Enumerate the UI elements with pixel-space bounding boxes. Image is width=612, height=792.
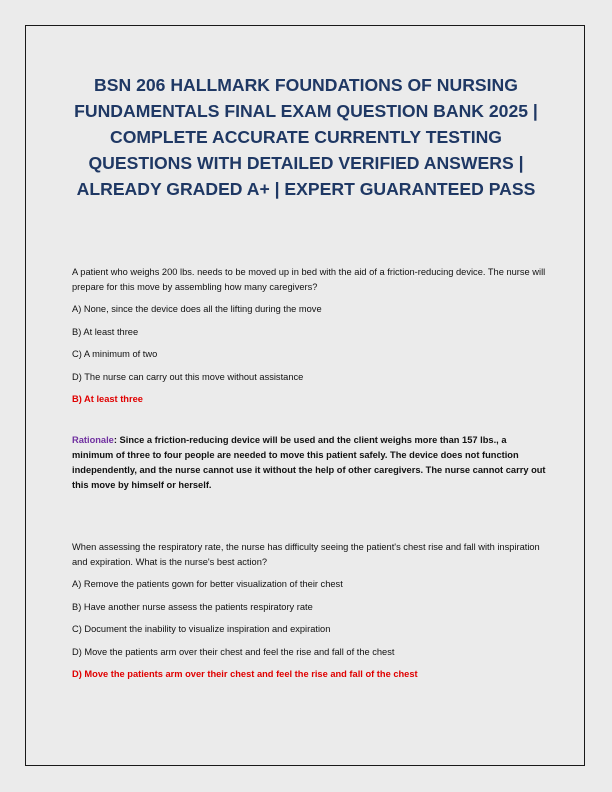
question-content	[72, 265, 547, 682]
question-2-text: When assessing the respiratory rate, the nurse has difficulty seeing the patient's chest rise and fall with inspiration and expiration. What is the nurse's best action?	[72, 542, 540, 567]
question-1-text: A patient who weighs 200 lbs. needs to be moved up in bed with the aid of a friction-reducing device. The nurse will prepare for this move by assembling how many caregivers?	[72, 267, 546, 292]
question-1-option-c: C) A minimum of two	[72, 349, 158, 359]
question-1-option-d: D) The nurse can carry out this move without assistance	[72, 371, 304, 382]
question-2-option-a: A) Remove the patients gown for better visualization of their chest	[72, 579, 343, 589]
question-1-option-b: B) At least three	[72, 326, 139, 337]
question-2-answer: D) Move the patients arm over their chest and feel the rise and fall of the chest	[72, 669, 418, 679]
question-1-rationale	[72, 433, 547, 493]
question-2-option-c: C) Document the inability to visualize inspiration and expiration	[72, 624, 331, 634]
rationale-label: Rationale	[72, 435, 114, 445]
question-1	[72, 265, 547, 493]
document-title: BSN 206 HALLMARK FOUNDATIONS OF NURSING FUNDAMENTALS FINAL EXAM QUESTION BANK 2025 | COMPLETE ACCURATE CURRENTLY TESTING QUESTIONS WITH DETAILED VERIFIED ANSWERS | ALREADY GRADED A+ | EXPERT GUARANTEED PASS	[74, 75, 538, 199]
rationale-text: : Since a friction-reducing device will be used and the client weighs more than 157 lbs., a minimum of three to four people are needed to move this patient safely. The device does not function independently, and the nurse cannot use it without the help of other caregivers. The nurse cannot carry out this move by himself or herself.	[72, 435, 546, 490]
question-1-option-a: A) None, since the device does all the lifting during the move	[72, 304, 322, 314]
question-2-option-d: D) Move the patients arm over their chest and feel the rise and fall of the chest	[72, 646, 395, 657]
question-1-answer: B) At least three	[72, 394, 143, 404]
question-2-option-b: B) Have another nurse assess the patients respiratory rate	[72, 601, 313, 612]
question-2	[72, 540, 547, 682]
